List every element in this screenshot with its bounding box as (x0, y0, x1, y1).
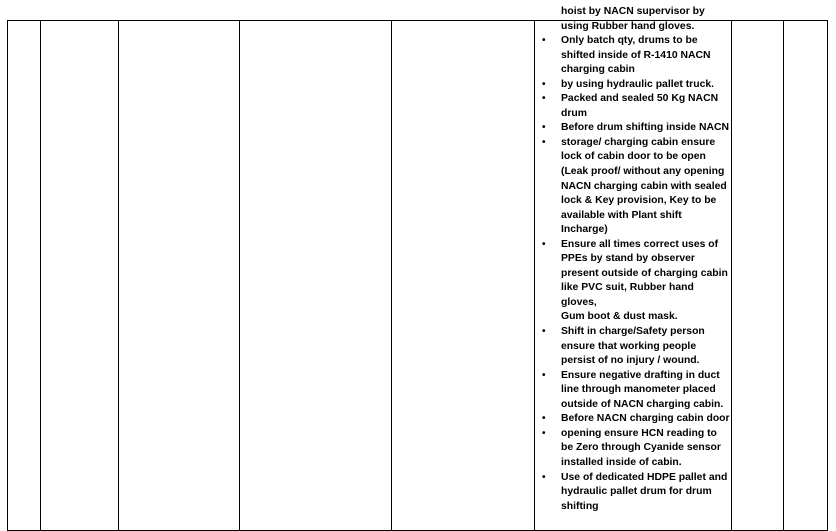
list-item (535, 165, 731, 180)
bullet-icon: • (542, 427, 546, 439)
list-item (535, 471, 731, 486)
list-item-text: lock & Key provision, Key to be (561, 195, 717, 207)
list-item-text: Only batch qty, drums to be (561, 35, 698, 47)
list-item-text: Packed and sealed 50 Kg NACN (561, 93, 719, 105)
list-item-text: shifted inside of R-1410 NACN (561, 49, 711, 61)
list-item-text: present outside of charging cabin (561, 267, 728, 279)
list-item-text: outside of NACN charging cabin. (561, 398, 724, 410)
list-item-text: persist of no injury / wound. (561, 355, 700, 367)
list-item (535, 412, 731, 427)
column-5-cell (392, 21, 535, 531)
table-row (8, 21, 828, 531)
bullet-icon: • (542, 238, 546, 250)
list-item-text: NACN charging cabin with sealed (561, 180, 727, 192)
column-4-cell (240, 21, 392, 531)
list-item (535, 485, 731, 500)
list-item (535, 121, 731, 136)
list-item (535, 63, 731, 78)
bullet-icon: • (542, 122, 546, 134)
list-item (535, 194, 731, 209)
list-item (535, 281, 731, 310)
control-measures-cell (535, 6, 732, 531)
bullet-icon: • (542, 326, 546, 338)
list-item (535, 354, 731, 369)
list-item (535, 310, 731, 325)
list-item (535, 456, 731, 471)
list-item (535, 252, 731, 267)
bullet-icon: • (542, 471, 546, 483)
list-item (535, 223, 731, 238)
list-item-text: storage/ charging cabin ensure (561, 136, 716, 148)
list-item-text: line through manometer placed (561, 384, 716, 396)
list-item (535, 92, 731, 107)
list-item (535, 209, 731, 224)
list-item (535, 369, 731, 384)
list-item (535, 107, 731, 122)
list-item (535, 238, 731, 253)
list-item-text: Before NACN charging cabin door (561, 413, 730, 425)
list-item-text: using Rubber hand gloves. (561, 20, 695, 32)
list-item-text: drum (561, 107, 587, 119)
list-item-text: Gum boot & dust mask. (561, 311, 678, 323)
list-item-text: Ensure all times correct uses of (561, 238, 719, 250)
bullet-icon: • (542, 369, 546, 381)
list-item-text: available with Plant shift (561, 209, 682, 221)
list-item (535, 398, 731, 413)
list-item (535, 427, 731, 442)
list-item (535, 441, 731, 456)
list-item-text: Shift in charge/Safety person (561, 326, 705, 338)
list-item (535, 150, 731, 165)
list-item (535, 49, 731, 64)
list-item (535, 180, 731, 195)
list-item (535, 34, 731, 49)
list-item-text: charging cabin (561, 64, 635, 76)
bullet-icon: • (542, 136, 546, 148)
list-item (535, 136, 731, 151)
list-item-text: hoist by NACN supervisor by (561, 6, 705, 17)
procedure-table (7, 6, 828, 531)
column-7-cell (732, 21, 784, 531)
bullet-icon: • (542, 35, 546, 47)
list-item-text: like PVC suit, Rubber hand gloves, (561, 282, 694, 308)
list-item-text: Use of dedicated HDPE pallet and (561, 471, 728, 483)
column-3-cell (119, 21, 240, 531)
column-2-cell (41, 21, 119, 531)
list-item (535, 5, 731, 20)
column-8-cell (784, 21, 828, 531)
list-item (535, 383, 731, 398)
list-item-text: shifting (561, 500, 599, 512)
bullet-icon: • (542, 78, 546, 90)
column-1-cell (8, 21, 41, 531)
list-item-text: Ensure negative drafting in duct (561, 369, 720, 381)
list-item-text: opening ensure HCN reading to (561, 427, 717, 439)
control-measures-list (535, 5, 731, 514)
list-item-text: Before drum shifting inside NACN (561, 122, 729, 134)
bullet-icon: • (542, 93, 546, 105)
list-item-text: be Zero through Cyanide sensor (561, 442, 721, 454)
list-item-text: hydraulic pallet drum for drum (561, 486, 712, 498)
list-item (535, 340, 731, 355)
list-item-text: by using hydraulic pallet truck. (561, 78, 715, 90)
bullet-icon: • (542, 413, 546, 425)
list-item (535, 78, 731, 93)
list-item-text: PPEs by stand by observer (561, 253, 695, 265)
list-item (535, 267, 731, 282)
list-item-text: (Leak proof/ without any opening (561, 166, 725, 178)
list-item-text: lock of cabin door to be open (561, 151, 706, 163)
list-item (535, 20, 731, 35)
list-item (535, 325, 731, 340)
list-item-text: installed inside of cabin. (561, 456, 682, 468)
list-item (535, 500, 731, 515)
list-item-text: ensure that working people (561, 340, 697, 352)
list-item-text: Incharge) (561, 224, 608, 236)
